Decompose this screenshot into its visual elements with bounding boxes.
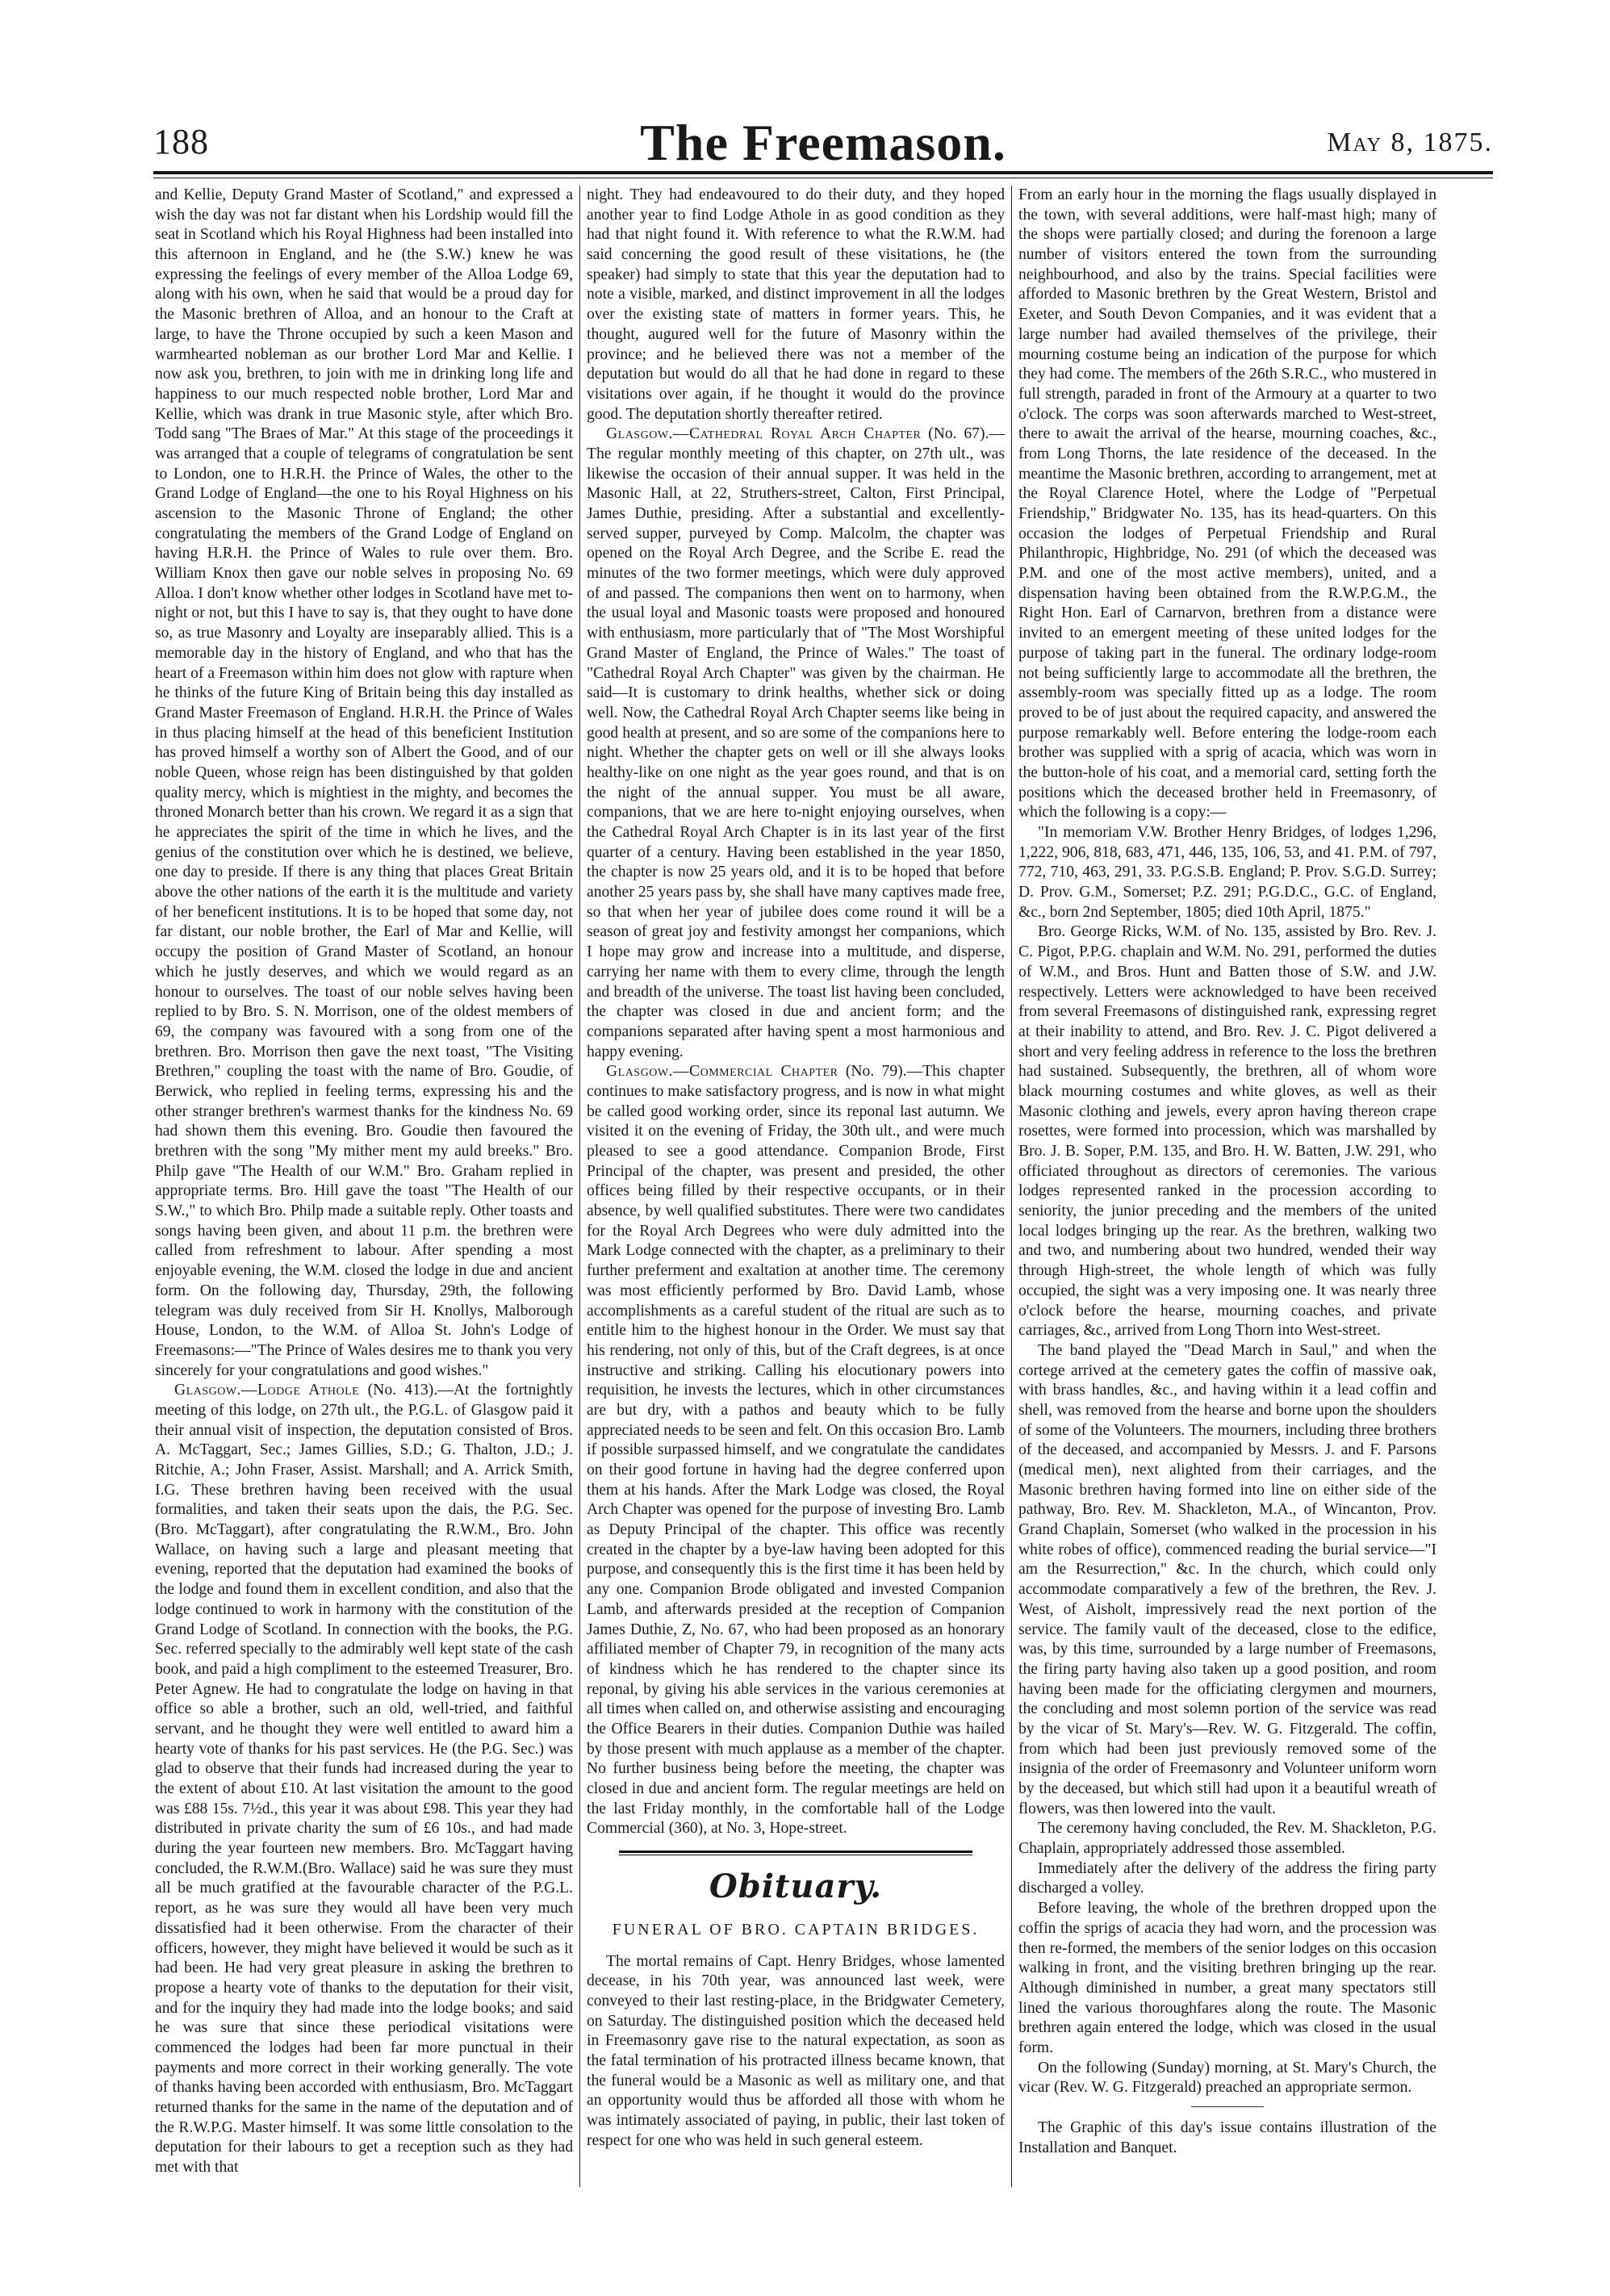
graphic-notice: The Graphic of this day's issue contains illustration of the Installation and Banquet. bbox=[1018, 2119, 1436, 2156]
paragraph: On the following (Sunday) morning, at St. Mary's Church, the vicar (Rev. W. G. Fitzgerald) preached an appropriate sermon. bbox=[1018, 2059, 1436, 2097]
column-1 bbox=[155, 186, 573, 2195]
report-body: (No. 67).—The regular monthly meeting of this chapter, on 27th ult., was likewise the occasion of their annual supper. It was held in the Masonic Hall, at 22, Struthers-street, Calton, First Principal, James Duthie, presiding. After a substantial and excellently-served supper, purveyed by Comp. Malcolm, the chapter was opened on the Royal Arch Degree, and the Scribe E. read the minutes of the two former meetings, which were duly approved of and passed. The companions then went on to harmony, when the usual loyal and Masonic toasts were proposed and honoured with enthusiasm, more particularly that of "The Most Worshipful Grand Master of England, the Prince of Wales." The toast of "Cathedral Royal Arch Chapter" was given by the chairman. He said—It is customary to drink healths, whether sick or doing well. Now, the Cathedral Royal Arch Chapter seems like being in good health at present, and so are some of the companions here to night. Whether the chapter gets on well or ill she always looks healthy-like on one night as the year goes round, and that is on the night of the annual supper. You must be all aware, companions, that we are here to-night enjoying ourselves, when the Cathedral Royal Arch Chapter is in its last year of the first quarter of a century. Having been established in the year 1850, the chapter is now 25 years old, and it is to be hoped that before another 25 years pass by, she shall have many captives made free, so that when her year of jubilee does come round it will be a season of great joy and festivity amongst her companions, which I hope may grow and increase into a multitude, and disperse, carrying her name with them to every clime, through the length and breadth of the universe. The toast list having been concluded, the chapter was closed in due and ancient form; and the companions separated after having spent a most harmonious and happy evening. bbox=[587, 425, 1005, 1060]
report-lodge-athole bbox=[155, 1381, 573, 2178]
paragraph: The mortal remains of Capt. Henry Bridges, whose lamented decease, in his 70th year, was announced last week, were conveyed to their last resting-place, in the Bridgwater Cemetery, on Saturday. The distinguished position which the deceased held in Freemasonry gave rise to the natural expectation, as soon as the fatal termination of his protracted illness became known, that the funeral would be a Masonic as well as military one, and that an opportunity would thus be afforded all those with whom he was intimately associated of paying, in public, their last token of respect for one who was held in such general esteem. bbox=[587, 1952, 1005, 2149]
paragraph: Before leaving, the whole of the brethren dropped upon the coffin the sprigs of acacia they had worn, and the procession was then re-formed, the members of the senior lodges on this occasion walking in front, and the visiting brethren bringing up the rear. Although diminished in number, a great many spectators still lined the various thoroughfares along the route. The Masonic brethren again entered the lodge, which was closed in the usual form. bbox=[1018, 1900, 1436, 2056]
section-rule bbox=[619, 1851, 972, 1853]
masthead bbox=[153, 113, 1493, 174]
paper-title: The Freemason. bbox=[640, 114, 1006, 171]
report-heading: Glasgow.—Cathedral Royal Arch Chapter bbox=[606, 425, 922, 443]
report-heading: Glasgow.—Lodge Athole bbox=[174, 1382, 360, 1399]
column-divider bbox=[1011, 186, 1012, 2187]
paragraph: From an early hour in the morning the flags usually displayed in the town, with several additions, were half-mast high; many of the shops were partially closed; and during the forenoon a large number of visitors entered the town from the surrounding neighbourhood, and also by the trains. Special facilities were afforded to Masonic brethren by the Great Western, Bristol and Exeter, and South Devon Companies, and it was evident that a large number had availed themselves of the privilege, their mourning costume being an indication of the purpose for which they had come. The members of the 26th S.R.C., who mustered in full strength, paraded in front of the Armoury at a quarter to two o'clock. The corps was soon afterwards marched to West-street, there to await the arrival of the hearse, mourning coaches, &c., from Long Thorns, the late residence of the deceased. In the meantime the Masonic brethren, according to arrangement, met at the Royal Clarence Hotel, where the Lodge of "Perpetual Friendship," Bridgwater No. 135, has its head-quarters. On this occasion the lodges of Perpetual Friendship and Rural Philanthropic, Highbridge, No. 291 (of which the deceased was P.M. and one of the most active members), united, and a dispensation having been obtained from the R.W.P.G.M., the Right Hon. Earl of Carnarvon, brethren from a distance were invited to an emergent meeting of these united lodges for the purpose of taking part in the funeral. The ordinary lodge-room not being sufficiently large to accommodate all the brethren, the assembly-room was specially fitted up as a lodge. The room proved to be of just about the required capacity, and answered the purpose remarkably well. Before entering the lodge-room each brother was supplied with a sprig of acacia, which was worn in the button-hole of his coat, and a memorial card, setting forth the positions which the deceased brother held in Freemasonry, of which the following is a copy:— bbox=[1018, 186, 1436, 822]
paragraph: The ceremony having concluded, the Rev. M. Shackleton, P.G. Chaplain, appropriately addressed those assembled. bbox=[1018, 1820, 1436, 1858]
funeral-heading: FUNERAL OF BRO. CAPTAIN BRIDGES. bbox=[612, 1921, 980, 1939]
paragraph: Immediately after the delivery of the address the firing party discharged a volley. bbox=[1018, 1859, 1436, 1897]
paragraph: Bro. George Ricks, W.M. of No. 135, assisted by Bro. Rev. J. C. Pigot, P.P.G. chaplain and W.M. No. 291, performed the duties of W.M., and Bros. Hunt and Batten those of S.W. and J.W. respectively. Letters were acknowledged to have been received from several Freemasons of distinguished rank, expressing regret at their inability to attend, and Bro. Rev. J. C. Pigot delivered a short and very feeling address in reference to the loss the brethren had sustained. Subsequently, the brethren, all of whom wore black mourning costumes and white gloves, as well as their Masonic clothing and jewels, every apron having thereon crape rosettes, were formed into procession, which was marshalled by Bro. J. B. Soper, P.M. 135, and Bro. H. W. Batten, J.W. 291, who officiated throughout as directors of ceremonies. The various lodges represented ranked in the procession according to seniority, the junior preceding and the members of the united local lodges bringing up the rear. As the brethren, walking two and two, and numbering about two hundred, wended their way through High-street, the whole length of which was fully occupied, the sight was a very imposing one. It was nearly three o'clock before the hearse, mourning coaches, and private carriages, &c., arrived from Long Thorn into West-street. bbox=[1018, 923, 1436, 1340]
report-commercial-chapter bbox=[587, 1062, 1005, 1839]
column-2 bbox=[587, 186, 1005, 2195]
report-heading: Glasgow.—Commercial Chapter bbox=[606, 1063, 838, 1081]
memorial-card-text: "In memoriam V.W. Brother Henry Bridges, of lodges 1,296, 1,222, 906, 818, 683, 471, 446, 135, 106, 53, and 41. P.M. of 797, 772, 710, 463, 291, 33. P.G.S.B. England; P. Prov. S.G.D. Surrey; D. Prov. G.M., Somerset; P.Z. 291; P.G.D.C., G.C. of England, &c., born 2nd September, 1805; died 10th April, 1875." bbox=[1018, 824, 1436, 921]
masthead-rule bbox=[153, 171, 1493, 174]
issue-date: May 8, 1875. bbox=[1327, 128, 1493, 157]
column-3 bbox=[1018, 186, 1436, 2195]
paragraph: The band played the "Dead March in Saul," and when the cortege arrived at the cemetery gates the coffin of massive oak, with brass handles, &c., and having within it a lead coffin and shell, was removed from the hearse and borne upon the shoulders of some of the Volunteers. The mourners, including three brothers of the deceased, and accompanied by Messrs. J. and F. Parsons (medical men), next alighted from their carriages, and the Masonic brethren having formed into line on either side of the pathway, Bro. Rev. M. Shackleton, M.A., of Wincanton, Prov. Grand Chaplain, Somerset (who walked in the procession in his white robes of office), commenced reading the burial service—"I am the Resurrection," &c. In the church, which could only accommodate comparatively a few of the brethren, the Rev. J. West, of Aisholt, impressively read the next portion of the service. The family vault of the deceased, close to the edifice, was, by this time, surrounded by a large number of Freemasons, the firing party having also taken up a good position, and room having been made for the officiating clergymen and mourners, the concluding and most solemn portion of the service was read by the vicar of St. Mary's—Rev. W. G. Fitzgerald. The coffin, from which had been just previously removed some of the insignia of the order of Freemasonry and Volunteer uniform worn by the deceased, but which still had upon it a beautiful wreath of flowers, was then lowered into the vault. bbox=[1018, 1341, 1436, 1817]
paragraph: night. They had endeavoured to do their duty, and they hoped another year to find Lodge Athole in as good condition as they had that night found it. With reference to what the R.W.M. had said concerning the good result of these visitations, he (the speaker) had simply to state that this year the deputation had to note a visible, marked, and distinct improvement in all the lodges over the existing state of matters in former years. This, he thought, augured well for the future of Masonry within the province; and he believed there was not a member of the deputation but would do all that he had done in regard to these visitations over again, if he thought it would do the province good. The deputation shortly thereafter retired. bbox=[587, 186, 1005, 423]
paragraph: and Kellie, Deputy Grand Master of Scotland," and expressed a wish the day was not far distant when his Lordship would fill the seat in Scotland which his Royal Highness had been installed into this afternoon in England, and he (the S.W.) knew he was expressing the feelings of every member of the Alloa Lodge 69, along with his own, when he said that would be a proud day for the Masonic brethren of Alloa, and an honour to the Craft at large, to have the Throne occupied by such a keen Mason and warmhearted nobleman as our brother Lord Mar and Kellie. I now ask you, brethren, to join with me in drinking long life and happiness to our much respected noble brother, Lord Mar and Kellie, which was drank in true Masonic style, after which Bro. Todd sang "The Braes of Mar." At this stage of the proceedings it was arranged that a couple of telegrams of congratulation be sent to London, one to H.R.H. the Prince of Wales, the other to the Grand Lodge of England—the one to his Royal Highness on his ascension to the Masonic Throne of England; the other congratulating the members of the Grand Lodge of England on having H.R.H. the Prince of Wales to rule over them. Bro. William Knox then gave our noble selves in proposing No. 69 Alloa. I don't know whether other lodges in Scotland have met to-night or not, but this I have to say is, that they ought to have done so, as true Masonry and Loyalty are inseparably allied. This is a memorable day in the history of England, and who that has the heart of a Freemason within him does not glow with rapture when he thinks of the future King of Britain being this day installed as Grand Master Freemason of England. H.R.H. the Prince of Wales in thus placing himself at the head of this beneficient Institution has proved himself a worthy son of Albert the Good, and of our noble Queen, whose reign has been distinguished by that golden quality mercy, which is mightiest in the mighty, and becomes the throned Monarch better than his crown. We regard it as a sign that he appreciates the spirit of the time in which he lives, and the genius of the constitution over which he is destined, we believe, one day to preside. If there is any thing that places Great Britain above the other nations of the earth it is the multitude and variety of her beneficent institutions. It is to be hoped that some day, not far distant, our noble brother, the Earl of Mar and Kellie, will occupy the position of Grand Master of Scotland, an honour which he justly deserves, and which we would regard as an honour to ourselves. The toast of our noble selves having been replied to by Bro. S. N. Morrison, one of the oldest members of 69, the company was favoured with a song from one of the brethren. Bro. Morrison then gave the next toast, "The Visiting Brethren," coupling the toast with the name of Bro. Goudie, of Berwick, who replied in feeling terms, expressing his and the other stranger brethren's warmest thanks for the kindness No. 69 had shown them this evening. Bro. Goudie then favoured the brethren with the song "My mither ment my auld breeks." Bro. Philp gave "The Health of our W.M." Bro. Graham replied in appropriate terms. Bro. Hill gave the toast "The Health of our S.W.," to which Bro. Philp made a suitable reply. Other toasts and songs having been given, and about 11 p.m. the brethren were called from refreshment to labour. After spending a most enjoyable evening, the W.M. closed the lodge in due and ancient form. On the following day, Thursday, 29th, the following telegram was duly received from Sir H. Knollys, Malborough House, London, to the W.M. of Alloa St. John's Lodge of Freemasons:—"The Prince of Wales desires me to thank you very sincerely for your congratulations and good wishes." bbox=[155, 186, 573, 1379]
report-body: (No. 79).—This chapter continues to make satisfactory progress, and is now in what might be called good working order, since its reponal last autumn. We visited it on the evening of Friday, the 30th ult., and were much pleased to see a good attendance. Companion Brode, First Principal of the chapter, was present and presided, the other offices being filled by their respective occupants, or in their absence, by well qualified substitutes. There were two candidates for the Royal Arch Degrees who were duly admitted into the Mark Lodge connected with the chapter, as a preliminary to their further preferment and exaltation at another time. The ceremony was most efficiently performed by Bro. David Lamb, whose accomplishments as a careful student of the ritual are such as to entitle him to the highest honour in the Order. We must say that his rendering, not only of this, but of the Craft degrees, is at once instructive and striking. Calling his elocutionary powers into requisition, he invests the lectures, which in other circumstances are but dry, with a pathos and beauty which to be fully appreciated needs to be seen and felt. On this occasion Bro. Lamb if possible surpassed himself, and we congratulate the candidates on their good fortune in having had the degree conferred upon them at his hands. After the Mark Lodge was closed, the Royal Arch Chapter was opened for the purpose of investing Bro. Lamb as Deputy Principal of the chapter. This office was recently created in the chapter by a bye-law having been adopted for this purpose, and consequently this is the first time it has been held by any one. Companion Brode obligated and invested Companion Lamb, and afterwards presided at the reception of Companion James Duthie, Z, No. 67, who had been proposed as an honorary affiliated member of Chapter 79, in recognition of the many acts of kindness which he has rendered to the chapter since its reponal, by giving his able services in the various ceremonies at all times when called on, and otherwise assisting and encouraging the Office Bearers in their duties. Companion Duthie was hailed by those present with much applause as a member of the chapter. No further business being before the meeting, the chapter was closed in due and ancient form. The regular meetings are held on the last Friday monthly, in the comfortable hall of the Lodge Commercial (360), at No. 3, Hope-street. bbox=[587, 1063, 1005, 1838]
page-number: 188 bbox=[153, 122, 209, 161]
report-cathedral-chapter bbox=[587, 424, 1005, 1062]
separator-rule bbox=[1191, 2106, 1264, 2107]
report-body: (No. 413).—At the fortnightly meeting of this lodge, on 27th ult., the P.G.L. of Glasgow paid it their annual visit of inspection, the deputation consisted of Bros. A. McTaggart, Sec.; James Gillies, S.D.; G. Thalton, J.D.; J. Ritchie, A.; John Fraser, Assist. Marshall; and A. Arrick Smith, I.G. These brethren having been received with the usual formalities, and taken their seats upon the dais, the P.G. Sec. (Bro. McTaggart), after congratulating the R.W.M., Bro. John Wallace, on having such a large and pleasant meeting that evening, reported that the deputation had examined the books of the lodge and found them in excellent condition, and also that the lodge continued to work in harmony with the constitution of the Grand Lodge of Scotland. In connection with the books, the P.G. Sec. referred specially to the admirably well kept state of the cash book, and paid a high compliment to the esteemed Treasurer, Bro. Peter Agnew. He had to congratulate the lodge on having in that office so able a brother, such an old, well-tried, and faithful servant, and he thought they were well entitled to award him a hearty vote of thanks for his past services. He (the P.G. Sec.) was glad to observe that their funds had increased during the year to the extent of about £10. At last visitation the amount to the good was £88 15s. 7½d., this year it was about £98. This year they had distributed in private charity the sum of £6 10s., and had made during the year fourteen new members. Bro. McTaggart having concluded, the R.W.M.(Bro. Wallace) said he was sure they must all be much gratified at the favourable character of the P.G.L. report, as he was sure they would all have been very much dissatisfied had it been otherwise. From the character of their officers, however, they might have believed it would be such as it had been. He had very great pleasure in asking the brethren to propose a hearty vote of thanks to the deputation for their visit, and for the inquiry they had made into the lodge books; and said he was sure that since these periodical visitations were commenced the lodges had been far more punctual in their payments and more correct in their working generally. The vote of thanks having been accorded with enthusiasm, Bro. McTaggart returned thanks for the same in the name of the deputation and of the R.W.P.G. Master himself. It was some little consolation to the deputation for their labours to get a reception such as they had met with that bbox=[155, 1382, 573, 2177]
obituary-heading: Obituary. bbox=[709, 1867, 883, 1906]
column-divider bbox=[579, 186, 580, 2187]
